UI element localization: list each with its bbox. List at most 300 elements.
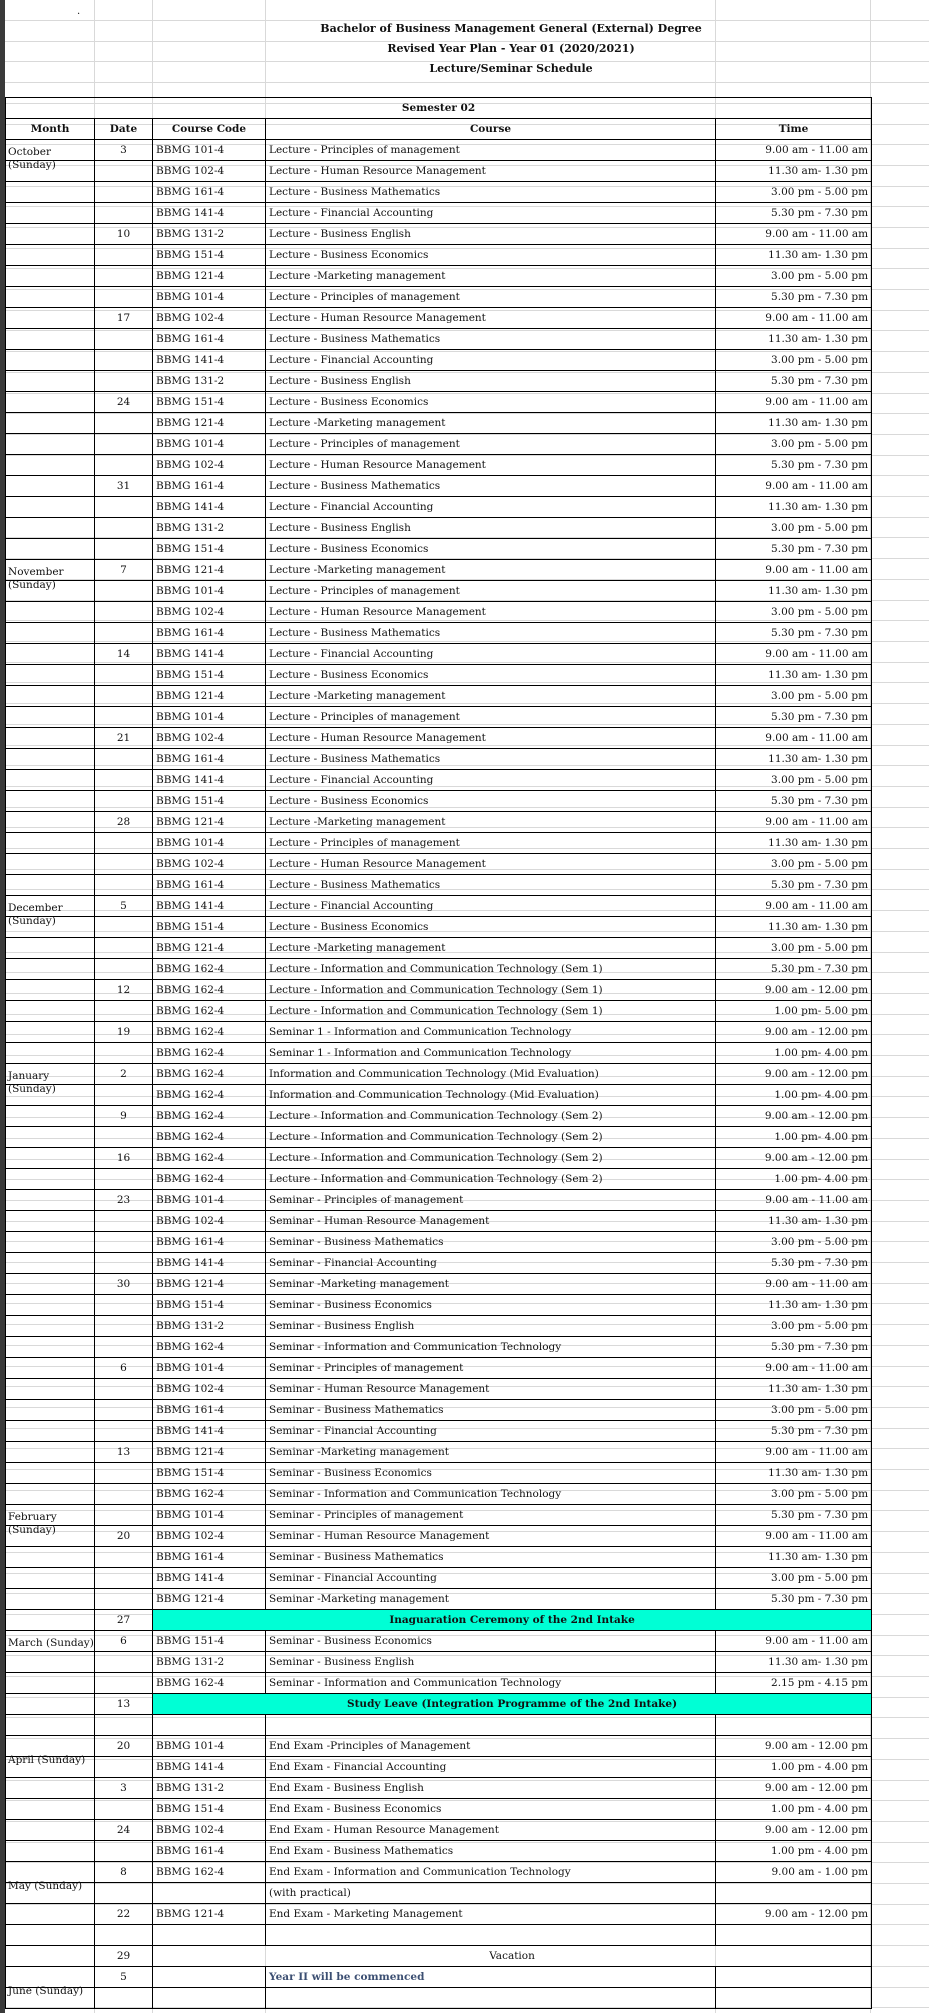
month-cell xyxy=(6,161,95,182)
course-code-cell: BBMG 131-2 xyxy=(153,1652,266,1673)
course-code-cell: BBMG 161-4 xyxy=(153,875,266,896)
table-row xyxy=(6,1379,872,1400)
course-cell: Seminar - Business Economics xyxy=(266,1463,716,1484)
course-code-cell: BBMG 131-2 xyxy=(153,518,266,539)
month-cell xyxy=(6,1757,95,1778)
course-code-cell: BBMG 141-4 xyxy=(153,1253,266,1274)
table-row xyxy=(6,1400,872,1421)
date-cell xyxy=(95,182,153,203)
course-code-cell: BBMG 162-4 xyxy=(153,1862,266,1883)
date-cell xyxy=(95,413,153,434)
date-cell xyxy=(95,1085,153,1106)
month-cell xyxy=(6,350,95,371)
time-cell: 9.00 am - 12.00 pm xyxy=(716,1106,872,1127)
course-cell: Seminar - Business Economics xyxy=(266,1295,716,1316)
table-row xyxy=(6,1316,872,1337)
time-cell: 9.00 am - 1.00 pm xyxy=(716,1862,872,1883)
course-code-cell: BBMG 121-4 xyxy=(153,686,266,707)
date-cell xyxy=(95,1589,153,1610)
time-cell: 11.30 am- 1.30 pm xyxy=(716,245,872,266)
course-code-cell: BBMG 141-4 xyxy=(153,896,266,917)
month-cell xyxy=(6,308,95,329)
schedule-table xyxy=(5,97,872,2009)
course-cell: Lecture - Financial Accounting xyxy=(266,203,716,224)
date-cell xyxy=(95,581,153,602)
course-code-cell: BBMG 151-4 xyxy=(153,791,266,812)
course-cell: Lecture - Principles of management xyxy=(266,581,716,602)
time-cell: 5.30 pm - 7.30 pm xyxy=(716,623,872,644)
course-code-cell xyxy=(153,1988,266,2009)
time-cell: 5.30 pm - 7.30 pm xyxy=(716,1421,872,1442)
date-cell xyxy=(95,203,153,224)
table-row xyxy=(6,1505,872,1526)
course-cell: End Exam - Business Economics xyxy=(266,1799,716,1820)
course-cell: Lecture - Principles of management xyxy=(266,833,716,854)
date-cell: 13 xyxy=(95,1694,153,1715)
month-cell xyxy=(6,182,95,203)
date-cell xyxy=(95,1127,153,1148)
course-cell: Lecture - Human Resource Management xyxy=(266,455,716,476)
course-cell: Seminar - Financial Accounting xyxy=(266,1568,716,1589)
course-code-cell: BBMG 162-4 xyxy=(153,1022,266,1043)
month-cell xyxy=(6,518,95,539)
time-cell: 11.30 am- 1.30 pm xyxy=(716,497,872,518)
course-cell: Lecture -Marketing management xyxy=(266,266,716,287)
month-cell xyxy=(6,1505,95,1536)
course-code-cell: BBMG 151-4 xyxy=(153,917,266,938)
month-cell xyxy=(6,1946,95,1967)
date-cell: 20 xyxy=(95,1736,153,1757)
month-cell xyxy=(6,1988,95,2009)
course-code-cell: BBMG 151-4 xyxy=(153,665,266,686)
date-cell xyxy=(95,497,153,518)
table-row xyxy=(6,1736,872,1757)
table-row xyxy=(6,1820,872,1841)
table-row xyxy=(6,1085,872,1106)
table-row xyxy=(6,1925,872,1946)
course-cell: Lecture - Information and Communication Technology (Sem 2) xyxy=(266,1148,716,1169)
month-cell xyxy=(6,140,95,171)
date-cell xyxy=(95,1001,153,1022)
event-banner: Inaguaration Ceremony of the 2nd Intake xyxy=(153,1610,872,1631)
course-cell: Lecture - Human Resource Management xyxy=(266,308,716,329)
course-cell: Lecture - Information and Communication Technology (Sem 2) xyxy=(266,1169,716,1190)
month-cell xyxy=(6,1274,95,1295)
date-cell: 20 xyxy=(95,1526,153,1547)
table-row xyxy=(6,1631,872,1652)
time-cell: 5.30 pm - 7.30 pm xyxy=(716,707,872,728)
course-cell: Lecture - Financial Accounting xyxy=(266,770,716,791)
time-cell: 9.00 am - 11.00 am xyxy=(716,308,872,329)
date-cell: 10 xyxy=(95,224,153,245)
time-cell: 9.00 am - 12.00 pm xyxy=(716,1064,872,1085)
date-cell xyxy=(95,1316,153,1337)
course-cell: Lecture - Principles of management xyxy=(266,140,716,161)
time-cell: 9.00 am - 12.00 pm xyxy=(716,1148,872,1169)
month-cell xyxy=(6,833,95,854)
course-code-cell: BBMG 102-4 xyxy=(153,308,266,329)
table-row xyxy=(6,1484,872,1505)
date-cell: 23 xyxy=(95,1190,153,1211)
course-cell: Lecture - Human Resource Management xyxy=(266,728,716,749)
table-row xyxy=(6,161,872,182)
time-cell: 1.00 pm- 4.00 pm xyxy=(716,1169,872,1190)
date-cell: 22 xyxy=(95,1904,153,1925)
month-cell xyxy=(6,539,95,560)
time-cell: 9.00 am - 11.00 am xyxy=(716,476,872,497)
course-cell: Lecture - Business Mathematics xyxy=(266,749,716,770)
table-row xyxy=(6,245,872,266)
course-code-cell: BBMG 121-4 xyxy=(153,1442,266,1463)
course-code-cell: BBMG 131-2 xyxy=(153,1316,266,1337)
date-cell xyxy=(95,1400,153,1421)
time-cell: 3.00 pm - 5.00 pm xyxy=(716,854,872,875)
gridline xyxy=(5,20,929,21)
time-cell: 9.00 am - 12.00 pm xyxy=(716,980,872,1001)
month-cell xyxy=(6,1337,95,1358)
month-cell xyxy=(6,1610,95,1631)
month-cell xyxy=(6,1715,95,1736)
time-cell: 11.30 am- 1.30 pm xyxy=(716,329,872,350)
table-row xyxy=(6,329,872,350)
course-code-cell: BBMG 101-4 xyxy=(153,1505,266,1526)
table-row xyxy=(6,1442,872,1463)
table-row xyxy=(6,308,872,329)
course-code-cell: BBMG 161-4 xyxy=(153,1400,266,1421)
month-cell xyxy=(6,1106,95,1127)
schedule-title: Lecture/Seminar Schedule xyxy=(429,62,593,75)
date-cell xyxy=(95,1883,153,1904)
date-cell xyxy=(95,1211,153,1232)
time-cell: 9.00 am - 11.00 am xyxy=(716,1190,872,1211)
month-cell xyxy=(6,1190,95,1211)
time-cell: 9.00 am - 11.00 am xyxy=(716,1358,872,1379)
month-cell xyxy=(6,728,95,749)
date-cell xyxy=(95,1715,153,1736)
course-code-cell: BBMG 121-4 xyxy=(153,413,266,434)
col-month: Month xyxy=(6,119,95,140)
table-row xyxy=(6,1127,872,1148)
table-row xyxy=(6,497,872,518)
date-cell: 5 xyxy=(95,896,153,917)
date-cell xyxy=(95,1652,153,1673)
table-row xyxy=(6,539,872,560)
date-cell xyxy=(95,539,153,560)
course-cell xyxy=(266,1715,716,1736)
header-row xyxy=(6,119,872,140)
table-row xyxy=(6,476,872,497)
time-cell: 3.00 pm - 5.00 pm xyxy=(716,182,872,203)
course-cell: Lecture - Business Economics xyxy=(266,392,716,413)
date-cell xyxy=(95,1988,153,2009)
time-cell: 11.30 am- 1.30 pm xyxy=(716,413,872,434)
table-row xyxy=(6,1463,872,1484)
course-code-cell: BBMG 162-4 xyxy=(153,1673,266,1694)
date-cell: 19 xyxy=(95,1022,153,1043)
table-row xyxy=(6,1610,872,1631)
month-cell xyxy=(6,266,95,287)
month-label: December (Sunday) xyxy=(8,902,63,927)
course-cell: Lecture - Business Mathematics xyxy=(266,623,716,644)
course-code-cell: BBMG 102-4 xyxy=(153,1211,266,1232)
gridline xyxy=(5,82,929,83)
table-row xyxy=(6,959,872,980)
course-code-cell: BBMG 162-4 xyxy=(153,1484,266,1505)
course-code-cell: BBMG 101-4 xyxy=(153,287,266,308)
table-row xyxy=(6,728,872,749)
date-cell: 14 xyxy=(95,644,153,665)
month-cell xyxy=(6,707,95,728)
time-cell: 3.00 pm - 5.00 pm xyxy=(716,350,872,371)
course-cell: Lecture - Business Mathematics xyxy=(266,329,716,350)
course-cell: End Exam - Financial Accounting xyxy=(266,1757,716,1778)
table-row xyxy=(6,1274,872,1295)
date-cell xyxy=(95,1232,153,1253)
month-cell xyxy=(6,1421,95,1442)
course-cell: Lecture -Marketing management xyxy=(266,812,716,833)
course-code-cell: BBMG 102-4 xyxy=(153,1526,266,1547)
table-row xyxy=(6,791,872,812)
course-code-cell: BBMG 141-4 xyxy=(153,350,266,371)
time-cell: 5.30 pm - 7.30 pm xyxy=(716,371,872,392)
month-cell xyxy=(6,749,95,770)
course-cell: End Exam - Information and Communication Technology xyxy=(266,1862,716,1883)
month-cell xyxy=(6,392,95,413)
time-cell: 9.00 am - 11.00 am xyxy=(716,140,872,161)
date-cell xyxy=(95,791,153,812)
course-cell: Seminar - Business Mathematics xyxy=(266,1547,716,1568)
month-cell xyxy=(6,959,95,980)
course-code-cell: BBMG 141-4 xyxy=(153,770,266,791)
month-cell xyxy=(6,1085,95,1106)
course-code-cell: BBMG 101-4 xyxy=(153,1190,266,1211)
month-cell xyxy=(6,1442,95,1463)
month-cell xyxy=(6,1043,95,1064)
time-cell: 3.00 pm - 5.00 pm xyxy=(716,686,872,707)
course-code-cell: BBMG 102-4 xyxy=(153,455,266,476)
month-cell xyxy=(6,644,95,665)
table-row xyxy=(6,1253,872,1274)
course-cell: Seminar -Marketing management xyxy=(266,1274,716,1295)
time-cell: 11.30 am- 1.30 pm xyxy=(716,1379,872,1400)
table-row xyxy=(6,581,872,602)
course-cell: Lecture - Information and Communication Technology (Sem 2) xyxy=(266,1127,716,1148)
month-cell xyxy=(6,1673,95,1694)
course-cell: Lecture - Business Economics xyxy=(266,539,716,560)
month-cell xyxy=(6,1631,95,1652)
table-row xyxy=(6,1169,872,1190)
course-cell: Lecture - Business Economics xyxy=(266,791,716,812)
table-row xyxy=(6,266,872,287)
course-cell: (with practical) xyxy=(266,1883,716,1904)
course-cell: Lecture -Marketing management xyxy=(266,686,716,707)
month-cell xyxy=(6,1883,95,1904)
month-cell xyxy=(6,1904,95,1925)
month-cell xyxy=(6,224,95,245)
date-cell xyxy=(95,287,153,308)
date-cell xyxy=(95,1568,153,1589)
date-cell xyxy=(95,1169,153,1190)
month-cell xyxy=(6,896,95,927)
table-row xyxy=(6,371,872,392)
time-cell: 9.00 am - 11.00 am xyxy=(716,1442,872,1463)
table-row xyxy=(6,1421,872,1442)
date-cell xyxy=(95,329,153,350)
course-code-cell: BBMG 102-4 xyxy=(153,161,266,182)
table-row xyxy=(6,644,872,665)
course-code-cell: BBMG 101-4 xyxy=(153,1358,266,1379)
course-cell: Lecture - Business Economics xyxy=(266,665,716,686)
table-row xyxy=(6,1043,872,1064)
month-cell xyxy=(6,812,95,833)
table-row xyxy=(6,518,872,539)
month-cell xyxy=(6,1652,95,1673)
table-row xyxy=(6,1526,872,1547)
table-row xyxy=(6,1673,872,1694)
time-cell: 11.30 am- 1.30 pm xyxy=(716,1463,872,1484)
time-cell: 3.00 pm - 5.00 pm xyxy=(716,1568,872,1589)
date-cell: 9 xyxy=(95,1106,153,1127)
time-cell: 3.00 pm - 5.00 pm xyxy=(716,266,872,287)
time-cell: 9.00 am - 11.00 am xyxy=(716,896,872,917)
table-row xyxy=(6,455,872,476)
course-cell: Lecture - Business Economics xyxy=(266,245,716,266)
course-code-cell: BBMG 102-4 xyxy=(153,602,266,623)
table-row xyxy=(6,1757,872,1778)
course-cell: Seminar - Financial Accounting xyxy=(266,1253,716,1274)
date-cell xyxy=(95,1043,153,1064)
month-cell xyxy=(6,497,95,518)
time-cell: 1.00 pm - 4.00 pm xyxy=(716,1841,872,1862)
time-cell: 2.15 pm - 4.15 pm xyxy=(716,1673,872,1694)
date-cell: 8 xyxy=(95,1862,153,1883)
date-cell: 3 xyxy=(95,1778,153,1799)
course-cell: Seminar 1 - Information and Communication Technology xyxy=(266,1022,716,1043)
course-code-cell: BBMG 161-4 xyxy=(153,1841,266,1862)
month-label: February (Sunday) xyxy=(8,1511,57,1536)
course-cell: End Exam -Principles of Management xyxy=(266,1736,716,1757)
date-cell xyxy=(95,938,153,959)
month-cell xyxy=(6,1358,95,1379)
month-cell xyxy=(6,1589,95,1610)
date-cell xyxy=(95,371,153,392)
month-cell xyxy=(6,371,95,392)
date-cell xyxy=(95,455,153,476)
table-row xyxy=(6,749,872,770)
table-row xyxy=(6,182,872,203)
table-row xyxy=(6,1001,872,1022)
month-cell xyxy=(6,1400,95,1421)
course-cell: Lecture - Information and Communication Technology (Sem 1) xyxy=(266,959,716,980)
col-course: Course xyxy=(266,119,716,140)
semester-row xyxy=(6,98,872,119)
time-cell xyxy=(716,1925,872,1946)
date-cell xyxy=(95,245,153,266)
time-cell: 9.00 am - 11.00 am xyxy=(716,1631,872,1652)
time-cell: 1.00 pm - 4.00 pm xyxy=(716,1799,872,1820)
time-cell: 5.30 pm - 7.30 pm xyxy=(716,455,872,476)
table-row xyxy=(6,833,872,854)
table-row xyxy=(6,875,872,896)
table-row xyxy=(6,938,872,959)
table-row xyxy=(6,224,872,245)
date-cell xyxy=(95,1841,153,1862)
date-cell: 24 xyxy=(95,392,153,413)
time-cell: 1.00 pm- 4.00 pm xyxy=(716,1127,872,1148)
course-code-cell: BBMG 151-4 xyxy=(153,1631,266,1652)
date-cell xyxy=(95,266,153,287)
date-cell xyxy=(95,1757,153,1778)
table-row xyxy=(6,1589,872,1610)
course-code-cell: BBMG 121-4 xyxy=(153,1274,266,1295)
date-cell: 7 xyxy=(95,560,153,581)
date-cell: 16 xyxy=(95,1148,153,1169)
time-cell: 9.00 am - 11.00 am xyxy=(716,560,872,581)
month-cell xyxy=(6,1211,95,1232)
month-cell xyxy=(6,1526,95,1547)
time-cell: 3.00 pm - 5.00 pm xyxy=(716,1400,872,1421)
month-cell xyxy=(6,1316,95,1337)
course-code-cell: BBMG 161-4 xyxy=(153,749,266,770)
date-cell xyxy=(95,833,153,854)
date-cell xyxy=(95,1673,153,1694)
course-cell: Lecture - Financial Accounting xyxy=(266,497,716,518)
time-cell: 9.00 am - 11.00 am xyxy=(716,224,872,245)
date-cell xyxy=(95,707,153,728)
time-cell: 3.00 pm - 5.00 pm xyxy=(716,770,872,791)
date-cell: 21 xyxy=(95,728,153,749)
course-cell: Seminar -Marketing management xyxy=(266,1589,716,1610)
table-row xyxy=(6,1841,872,1862)
date-cell xyxy=(95,1484,153,1505)
time-cell: 5.30 pm - 7.30 pm xyxy=(716,1337,872,1358)
date-cell xyxy=(95,1799,153,1820)
course-cell: Seminar - Principles of management xyxy=(266,1505,716,1526)
month-label: May (Sunday) xyxy=(8,1880,83,1892)
course-code-cell: BBMG 121-4 xyxy=(153,1589,266,1610)
course-code-cell: BBMG 162-4 xyxy=(153,1337,266,1358)
course-cell: Lecture - Business Mathematics xyxy=(266,476,716,497)
course-code-cell: BBMG 101-4 xyxy=(153,833,266,854)
date-cell xyxy=(95,686,153,707)
date-cell: 31 xyxy=(95,476,153,497)
month-cell xyxy=(6,1820,95,1841)
col-date: Date xyxy=(95,119,153,140)
table-row xyxy=(6,1799,872,1820)
month-cell xyxy=(6,1925,95,1946)
time-cell xyxy=(716,1988,872,2009)
course-cell: Seminar - Business Economics xyxy=(266,1631,716,1652)
month-cell xyxy=(6,1694,95,1715)
date-cell: 17 xyxy=(95,308,153,329)
course-cell: Seminar - Information and Communication Technology xyxy=(266,1337,716,1358)
course-code-cell: BBMG 161-4 xyxy=(153,1232,266,1253)
date-cell: 2 xyxy=(95,1064,153,1085)
table-row xyxy=(6,686,872,707)
table-row xyxy=(6,1778,872,1799)
course-code-cell: BBMG 151-4 xyxy=(153,392,266,413)
month-cell xyxy=(6,1463,95,1484)
time-cell: 11.30 am- 1.30 pm xyxy=(716,749,872,770)
course-cell: Seminar - Human Resource Management xyxy=(266,1379,716,1400)
date-cell xyxy=(95,959,153,980)
date-cell: 12 xyxy=(95,980,153,1001)
month-cell xyxy=(6,1379,95,1400)
date-cell xyxy=(95,602,153,623)
course-cell: Lecture - Principles of management xyxy=(266,707,716,728)
course-code-cell: BBMG 162-4 xyxy=(153,1001,266,1022)
course-cell: Lecture - Principles of management xyxy=(266,287,716,308)
